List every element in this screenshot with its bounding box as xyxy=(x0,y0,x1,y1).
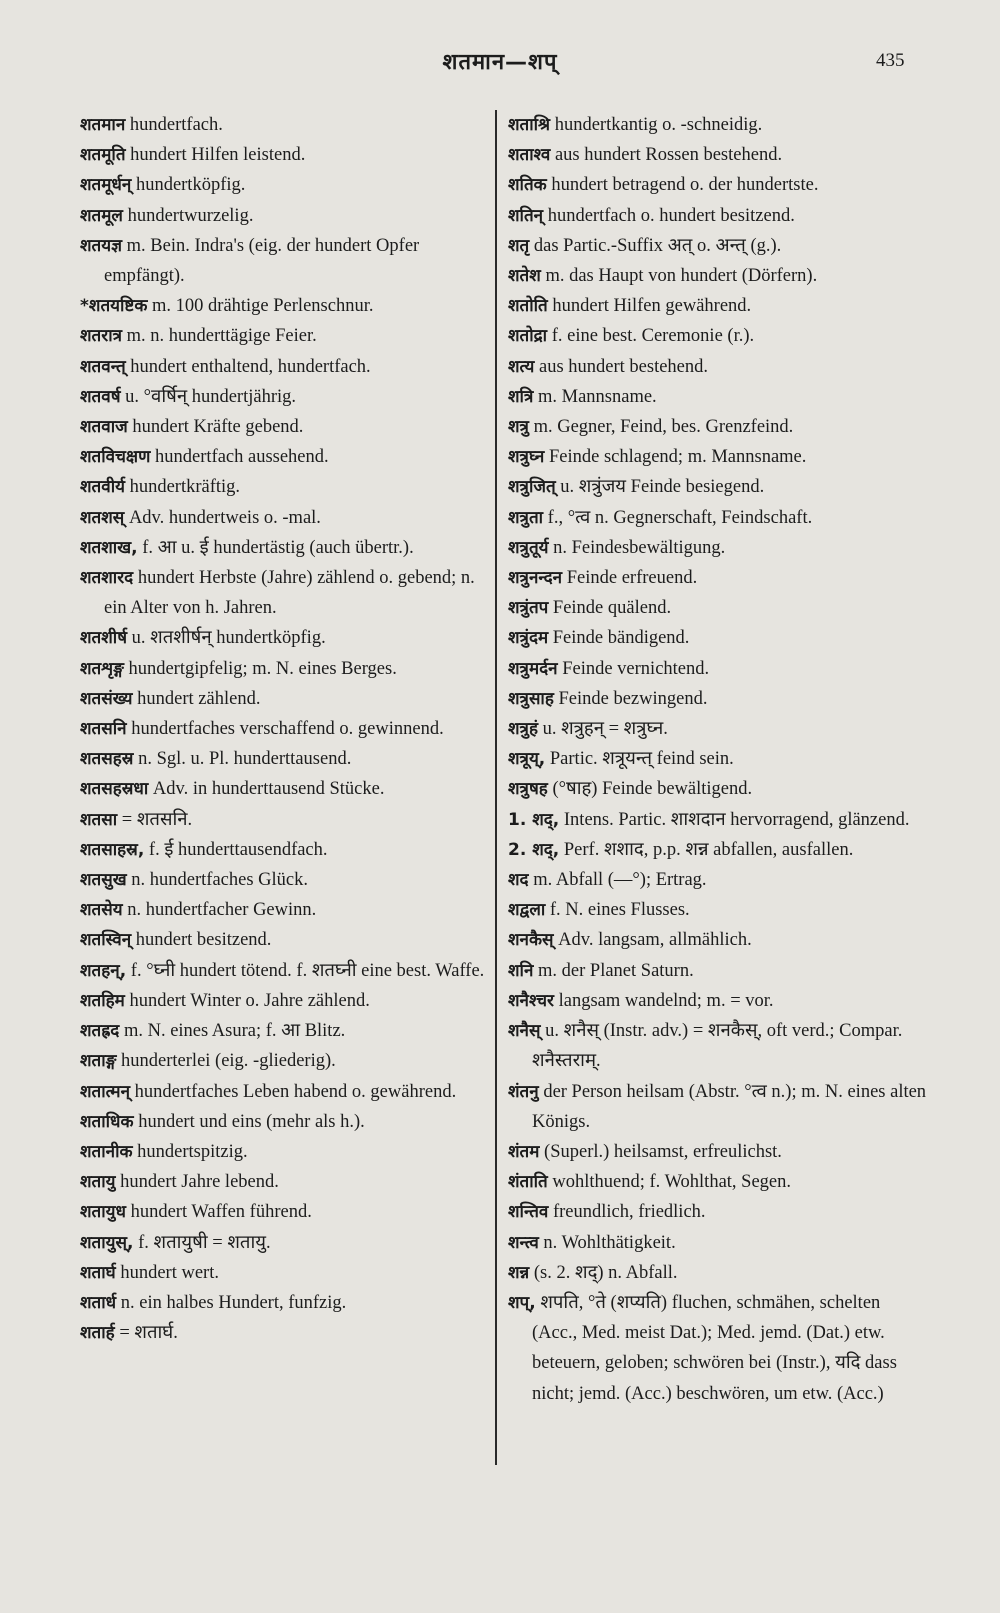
entry-headword: शत्रु xyxy=(508,417,529,438)
entry-headword: शतसहस्र xyxy=(80,749,134,770)
entry-headword: शत्रुषह xyxy=(508,779,548,800)
entry-definition: m. N. eines Asura; f. आ Blitz. xyxy=(123,1021,346,1042)
entry-definition: Partic. शत्रूयन्त् feind sein. xyxy=(549,749,734,770)
entry-headword: शत्रुहं xyxy=(508,719,538,740)
entry-definition: n. ein halbes Hundert, funfzig. xyxy=(120,1292,347,1313)
dictionary-entry xyxy=(508,805,930,835)
left-column xyxy=(80,110,490,1348)
entry-headword: शतसुख xyxy=(80,870,127,891)
entry-definition: f. N. eines Flusses. xyxy=(549,900,690,921)
entry-headword: शताधिक xyxy=(80,1111,134,1132)
entry-headword: शतसंख्य xyxy=(80,688,133,709)
dictionary-entry xyxy=(80,623,490,653)
entry-headword: शतशीर्ष xyxy=(80,628,128,649)
dictionary-entry xyxy=(508,291,930,321)
entry-headword: शतशृङ्ग xyxy=(80,658,124,679)
dictionary-entry xyxy=(508,1288,930,1409)
entry-definition: m. Mannsname. xyxy=(537,386,657,407)
entry-definition: = शतार्घ. xyxy=(119,1323,178,1344)
dictionary-entry xyxy=(80,201,490,231)
entry-definition: hundert Jahre lebend. xyxy=(120,1172,279,1193)
dictionary-entry xyxy=(80,472,490,502)
entry-headword: शतिन् xyxy=(508,205,544,226)
entry-headword: शंताति xyxy=(508,1172,548,1193)
entry-headword: शत्रूय्, xyxy=(508,749,546,770)
page-number: 435 xyxy=(876,50,905,71)
entry-definition: Feinde schlagend; m. Mannsname. xyxy=(548,447,807,468)
entry-definition: hundert wert. xyxy=(120,1262,219,1283)
dictionary-entry xyxy=(508,1016,930,1076)
entry-headword: शतयज्ञ xyxy=(80,235,123,256)
dictionary-entry xyxy=(80,1046,490,1076)
entry-headword: शन्त्व xyxy=(508,1232,539,1253)
dictionary-entry xyxy=(508,774,930,804)
entry-headword: शंतम xyxy=(508,1141,540,1162)
dictionary-entry xyxy=(508,1258,930,1288)
dictionary-entry xyxy=(80,1318,490,1348)
entry-definition: f. eine best. Ceremonie (r.). xyxy=(551,326,755,347)
running-head: शतमान—शप् xyxy=(442,50,558,75)
dictionary-entry xyxy=(508,201,930,231)
entry-definition: freundlich, friedlich. xyxy=(552,1202,706,1223)
entry-headword: शद्वला xyxy=(508,900,546,921)
entry-definition: Adv. langsam, allmählich. xyxy=(558,930,752,951)
dictionary-entry xyxy=(508,1077,930,1137)
dictionary-entry xyxy=(508,503,930,533)
dictionary-entry xyxy=(508,1197,930,1227)
entry-definition: u. शत्रुंजय Feinde besiegend. xyxy=(560,477,765,498)
dictionary-entry xyxy=(508,261,930,291)
entry-headword: शत्रुता xyxy=(508,507,544,528)
entry-definition: hundert Kräfte gebend. xyxy=(132,417,304,438)
entry-definition: hundertspitzig. xyxy=(137,1141,248,1162)
dictionary-entry xyxy=(80,1137,490,1167)
entry-definition: Adv. in hunderttausend Stücke. xyxy=(152,779,385,800)
entry-definition: hundertwurzelig. xyxy=(127,205,254,226)
entry-definition: Feinde erfreuend. xyxy=(566,568,698,589)
entry-headword: शतशारद xyxy=(80,568,134,589)
dictionary-entry xyxy=(80,956,490,986)
dictionary-entry xyxy=(508,110,930,140)
entry-definition: wohlthuend; f. Wohlthat, Segen. xyxy=(552,1172,792,1193)
entry-definition: hundertfaches verschaffend o. gewinnend. xyxy=(131,719,444,740)
dictionary-entry xyxy=(80,352,490,382)
dictionary-entry xyxy=(80,654,490,684)
entry-headword: शन्तिव xyxy=(508,1202,549,1223)
entry-definition: hundert Winter o. Jahre zählend. xyxy=(129,990,370,1011)
entry-headword: शत्रुमर्दन xyxy=(508,658,558,679)
dictionary-entry xyxy=(508,1228,930,1258)
dictionary-entry xyxy=(80,442,490,472)
entry-headword: शतसहस्रधा xyxy=(80,779,149,800)
entry-definition: m. Gegner, Feind, bes. Grenzfeind. xyxy=(533,417,794,438)
entry-definition: n. Wohlthätigkeit. xyxy=(543,1232,676,1253)
entry-definition: hundertkantig o. -schneidig. xyxy=(554,115,763,135)
entry-definition: hundertfaches Leben habend o. gewährend. xyxy=(134,1081,457,1102)
column-divider xyxy=(495,110,497,1465)
entry-headword: शतवर्ष xyxy=(80,386,121,407)
dictionary-entry xyxy=(508,352,930,382)
entry-definition: hundertgipfelig; m. N. eines Berges. xyxy=(128,658,397,679)
entry-headword: शतायुध xyxy=(80,1202,126,1223)
entry-headword: शतार्ह xyxy=(80,1323,115,1344)
entry-headword: शत्रुंतप xyxy=(508,598,549,619)
dictionary-entry xyxy=(508,654,930,684)
entry-headword: शतमूर्धन् xyxy=(80,175,132,196)
entry-definition: f., °त्व n. Gegnerschaft, Feindschaft. xyxy=(547,507,813,528)
dictionary-entry xyxy=(508,956,930,986)
entry-definition: Perf. शशाद, p.p. शन्न abfallen, ausfallen. xyxy=(563,839,854,860)
dictionary-entry xyxy=(80,744,490,774)
entry-headword: शताङ्ग xyxy=(80,1051,117,1072)
entry-headword: शनैस् xyxy=(508,1021,541,1042)
dictionary-entry xyxy=(508,231,930,261)
entry-definition: hundert Waffen führend. xyxy=(130,1202,312,1223)
dictionary-entry xyxy=(508,170,930,200)
dictionary-entry xyxy=(508,835,930,865)
entry-headword: शतस्विन् xyxy=(80,930,132,951)
entry-definition: n. Sgl. u. Pl. hunderttausend. xyxy=(138,749,352,770)
entry-definition: hunderterlei (eig. -gliederig). xyxy=(121,1051,336,1072)
entry-headword: शतात्मन् xyxy=(80,1081,131,1102)
entry-definition: m. Abfall (—°); Ertrag. xyxy=(533,870,707,891)
entry-definition: hundertköpfig. xyxy=(135,175,246,196)
entry-definition: hundertfach. xyxy=(129,115,223,135)
entry-definition: Feinde bezwingend. xyxy=(558,688,708,709)
entry-headword: शतवन्त् xyxy=(80,356,126,377)
entry-headword: शतार्घ xyxy=(80,1262,116,1283)
dictionary-entry xyxy=(80,291,490,321)
entry-headword: शत्य xyxy=(508,356,535,377)
entry-headword: शनि xyxy=(508,960,534,981)
dictionary-entry xyxy=(80,1016,490,1046)
dictionary-entry xyxy=(508,1137,930,1167)
dictionary-entry xyxy=(508,442,930,472)
entry-headword: शतायुस्, xyxy=(80,1232,134,1253)
entry-definition: f. ई hunderttausendfach. xyxy=(148,839,328,860)
entry-definition: m. das Haupt von hundert (Dörfern). xyxy=(545,266,818,287)
entry-definition: hundert besitzend. xyxy=(135,930,272,951)
entry-headword: शत्रुजित् xyxy=(508,477,556,498)
dictionary-entry xyxy=(80,925,490,955)
entry-definition: (s. 2. शद्) n. Abfall. xyxy=(533,1262,678,1283)
entry-headword: शत्रुनन्दन xyxy=(508,568,563,589)
dictionary-entry xyxy=(80,1258,490,1288)
entry-definition: Feinde quälend. xyxy=(552,598,672,619)
dictionary-entry xyxy=(508,714,930,744)
entry-headword: शत्रुसाह xyxy=(508,688,554,709)
dictionary-entry xyxy=(80,231,490,291)
entry-headword: शत्रि xyxy=(508,386,534,407)
entry-headword: शतोति xyxy=(508,296,548,317)
entry-definition: Feinde bändigend. xyxy=(552,628,690,649)
entry-headword: शतहन्, xyxy=(80,960,127,981)
dictionary-entry xyxy=(80,321,490,351)
entry-headword: शतरात्र xyxy=(80,326,122,347)
entry-definition: m. 100 drähtige Perlenschnur. xyxy=(152,296,374,317)
dictionary-entry xyxy=(508,684,930,714)
dictionary-entry xyxy=(508,563,930,593)
entry-definition: m. Bein. Indra's (eig. der hundert Opfer empfängt). xyxy=(104,235,420,287)
entry-definition: hundertkräftig. xyxy=(129,477,241,498)
entry-definition: das Partic.-Suffix अत् o. अन्त् (g.). xyxy=(533,235,782,256)
entry-headword: शतमूति xyxy=(80,145,126,166)
entry-headword: शतसाहस्र, xyxy=(80,839,145,860)
dictionary-entry xyxy=(508,321,930,351)
entry-headword: शतसा xyxy=(80,809,118,830)
dictionary-entry xyxy=(508,533,930,563)
entry-headword: शतसेय xyxy=(80,900,123,921)
dictionary-entry xyxy=(80,895,490,925)
entry-headword: शतसनि xyxy=(80,719,127,740)
entry-definition: n. hundertfacher Gewinn. xyxy=(127,900,317,921)
dictionary-entry xyxy=(80,1288,490,1318)
entry-headword: शतृ xyxy=(508,235,530,256)
entry-definition: aus hundert Rossen bestehend. xyxy=(554,145,783,166)
dictionary-entry xyxy=(80,1167,490,1197)
entry-headword: शतार्ध xyxy=(80,1292,117,1313)
right-column xyxy=(508,110,930,1409)
entry-headword: शतमूल xyxy=(80,205,123,226)
dictionary-entry xyxy=(80,1197,490,1227)
entry-definition: n. hundertfaches Glück. xyxy=(131,870,308,891)
dictionary-entry xyxy=(508,1167,930,1197)
entry-definition: (Superl.) heilsamst, erfreulichst. xyxy=(544,1141,782,1162)
dictionary-entry xyxy=(80,865,490,895)
entry-headword: शतशाख, xyxy=(80,537,138,558)
entry-headword: शतह्रद xyxy=(80,1021,120,1042)
entry-definition: hundert Hilfen leistend. xyxy=(130,145,306,166)
entry-definition: Adv. hundertweis o. -mal. xyxy=(128,507,321,528)
dictionary-entry xyxy=(80,774,490,804)
entry-headword: शतायु xyxy=(80,1172,116,1193)
dictionary-entry xyxy=(508,925,930,955)
entry-headword: शतशस् xyxy=(80,507,125,528)
entry-headword: शतवाज xyxy=(80,417,128,438)
entry-definition: hundert betragend o. der hundertste. xyxy=(551,175,819,196)
entry-definition: (°षाह) Feinde bewältigend. xyxy=(552,779,753,800)
entry-headword: शतविचक्षण xyxy=(80,447,151,468)
entry-headword: शतिक xyxy=(508,175,547,196)
dictionary-entry xyxy=(508,140,930,170)
dictionary-entry xyxy=(80,1107,490,1137)
entry-headword: शत्रुतूर्य xyxy=(508,537,549,558)
dictionary-entry xyxy=(80,1077,490,1107)
entry-definition: u. शनैस् (Instr. adv.) = शनकैस्, oft verd.; Compar. शनैस्तराम्. xyxy=(532,1021,903,1072)
entry-headword: 2. शद्, xyxy=(508,839,560,860)
entry-headword: शतहिम xyxy=(80,990,125,1011)
dictionary-entry xyxy=(80,714,490,744)
entry-headword: शप्, xyxy=(508,1292,536,1313)
entry-definition: = शतसनि. xyxy=(121,809,193,830)
entry-definition: शपति, °ते (शप्यति) fluchen, schmähen, schelten (Acc., Med. meist Dat.); Med. jemd. (Dat.) etw. beteuern, geloben; schwören bei (Instr.), यदि dass nicht; jemd. (Acc.) beschwören, um etw. (Acc.) xyxy=(532,1292,897,1404)
dictionary-entry xyxy=(508,865,930,895)
dictionary-entry xyxy=(508,895,930,925)
entry-definition: hundert und eins (mehr als h.). xyxy=(138,1111,365,1132)
dictionary-entry xyxy=(508,623,930,653)
entry-headword: 1. शद्, xyxy=(508,809,560,830)
dictionary-entry xyxy=(508,412,930,442)
entry-definition: langsam wandelnd; m. = vor. xyxy=(558,990,774,1011)
dictionary-entry xyxy=(80,835,490,865)
entry-headword: शनैश्चर xyxy=(508,990,554,1011)
entry-definition: hundertfach o. hundert besitzend. xyxy=(547,205,795,226)
dictionary-entry xyxy=(80,986,490,1016)
entry-definition: der Person heilsam (Abstr. °त्व n.); m. N. eines alten Königs. xyxy=(532,1081,927,1132)
dictionary-entry xyxy=(80,1228,490,1258)
entry-definition: f. आ u. ई hundertästig (auch übertr.). xyxy=(142,537,414,558)
entry-headword: शत्रुघ्न xyxy=(508,447,545,468)
entry-definition: hundert zählend. xyxy=(137,688,261,709)
entry-headword: शतवीर्य xyxy=(80,477,125,498)
dictionary-entry xyxy=(508,472,930,502)
dictionary-entry xyxy=(80,412,490,442)
dictionary-entry xyxy=(80,110,490,140)
dictionary-entry xyxy=(80,170,490,200)
entry-headword: शत्रुंदम xyxy=(508,628,549,649)
entry-headword: *शतयष्टिक xyxy=(80,296,148,317)
dictionary-entry xyxy=(508,744,930,774)
entry-headword: शताश्रि xyxy=(508,115,551,135)
entry-definition: u. °वर्षिन् hundertjährig. xyxy=(125,386,297,407)
dictionary-entry xyxy=(508,986,930,1016)
entry-headword: शंतनु xyxy=(508,1081,539,1102)
entry-headword: शतोद्रा xyxy=(508,326,548,347)
dictionary-entry xyxy=(80,805,490,835)
dictionary-entry xyxy=(80,382,490,412)
dictionary-entry xyxy=(80,140,490,170)
dictionary-entry xyxy=(80,503,490,533)
dictionary-entry xyxy=(80,533,490,563)
entry-headword: शनकैस् xyxy=(508,930,554,951)
entry-definition: hundert enthaltend, hundertfach. xyxy=(130,356,371,377)
entry-definition: f. शतायुषी = शतायु. xyxy=(138,1232,271,1253)
entry-definition: m. der Planet Saturn. xyxy=(538,960,694,981)
dictionary-entry xyxy=(508,593,930,623)
entry-headword: शतानीक xyxy=(80,1141,133,1162)
dictionary-entry xyxy=(508,382,930,412)
entry-definition: Feinde vernichtend. xyxy=(562,658,710,679)
entry-headword: शतेश xyxy=(508,266,541,287)
entry-definition: hundertfach aussehend. xyxy=(155,447,329,468)
dictionary-entry xyxy=(80,684,490,714)
entry-definition: aus hundert bestehend. xyxy=(538,356,709,377)
dictionary-entry xyxy=(80,563,490,623)
entry-definition: f. °घ्नी hundert tötend. f. शतघ्नी eine best. Waffe. xyxy=(130,960,485,981)
entry-headword: शन्न xyxy=(508,1262,530,1283)
entry-headword: शद xyxy=(508,870,529,891)
entry-definition: hundert Herbste (Jahre) zählend o. gebend; n. ein Alter von h. Jahren. xyxy=(104,568,475,619)
entry-definition: n. Feindesbewältigung. xyxy=(553,537,726,558)
entry-definition: hundert Hilfen gewährend. xyxy=(552,296,752,317)
entry-headword: शतमान xyxy=(80,115,126,135)
entry-definition: m. n. hunderttägige Feier. xyxy=(126,326,317,347)
entry-definition: u. शत्रुहन् = शत्रुघ्न. xyxy=(542,719,668,740)
entry-definition: Intens. Partic. शाशदान hervorragend, glänzend. xyxy=(563,809,910,830)
entry-headword: शताश्व xyxy=(508,145,551,166)
entry-definition: u. शतशीर्षन् hundertköpfig. xyxy=(131,628,326,649)
